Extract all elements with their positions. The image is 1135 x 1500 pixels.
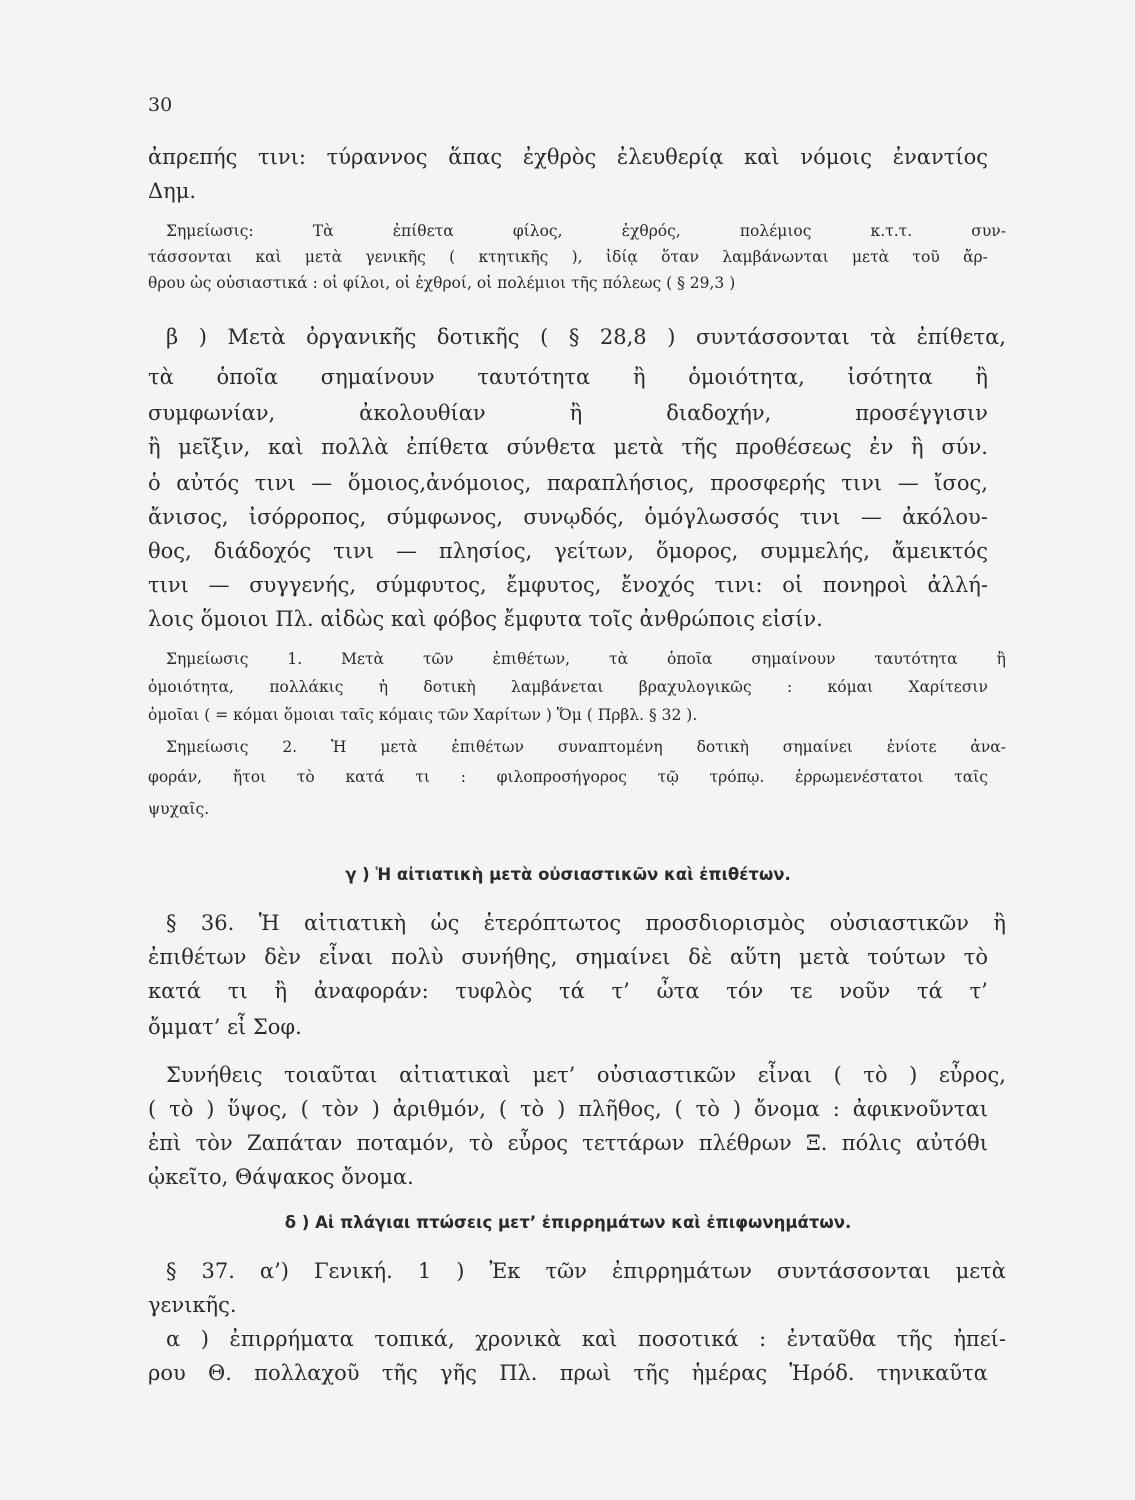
text-line: ἀπρεπής τινι: τύραννος ἅπας ἐχθρὸς ἐλευθερίᾳ καὶ νόμοις ἐναντίος [148,145,988,169]
text-line: τὰ ὁποῖα σημαίνουν ταυτότητα ἢ ὁμοιότητα, ἰσότητα ἢ [148,365,988,389]
text-line: ὁμοῖαι ( = κόμαι ὅμοιαι ταῖς κόμαις τῶν Χαρίτων ) Ὅμ ( Πρβλ. § 32 ). [148,706,698,724]
page-number: 30 [148,94,173,116]
text-line: γ ) Ἡ αἰτιατικὴ μετὰ οὐσιαστικῶν καὶ ἐπιθέτων. [345,865,791,884]
text-line: λοις ὅμοιοι Πλ. αἰδὼς καὶ φόβος ἔμφυτα τοῖς ἀνθρώποις εἰσίν. [148,607,823,631]
text-line: ( τὸ ) ὕψος, ( τὸν ) ἀριθμόν, ( τὸ ) πλῆθος, ( τὸ ) ὄνομα : ἀφικνοῦνται [148,1097,988,1121]
text-line: ᾠκεῖτο, Θάψακος ὄνομα. [148,1165,414,1189]
text-line: ἐπιθέτων δὲν εἶναι πολὺ συνήθης, σημαίνει δὲ αὕτη μετὰ τούτων τὸ [148,945,988,969]
text-line: Συνήθεις τοιαῦται αἰτιατικαὶ μετ’ οὐσιαστικῶν εἶναι ( τὸ ) εὖρος, [166,1063,1006,1087]
text-line: φοράν, ἤτοι τὸ κατά τι : φιλοπροσήγορος τῷ τρόπῳ. ἐρρωμενέστατοι ταῖς [148,768,988,786]
text-line: β ) Μετὰ ὀργανικῆς δοτικῆς ( § 28,8 ) συντάσσονται τὰ ἐπίθετα, [166,325,1006,349]
text-line: § 37. α’) Γενική. 1 ) Ἐκ τῶν ἐπιρρημάτων συντάσσονται μετὰ [166,1259,1006,1283]
text-line: κατά τι ἢ ἀναφοράν: τυφλὸς τά τ’ ὦτα τόν τε νοῦν τά τ’ [148,979,988,1003]
text-line: Σημείωσις 2. Ἡ μετὰ ἐπιθέτων συναπτομένη δοτικὴ σημαίνει ἐνίοτε ἀνα- [166,738,1006,756]
text-line: ὄμματ’ εἶ Σοφ. [148,1015,302,1039]
text-line: Σημείωσις 1. Μετὰ τῶν ἐπιθέτων, τὰ ὁποῖα σημαίνουν ταυτότητα ἢ [166,650,1006,668]
text-line: τάσσονται καὶ μετὰ γενικῆς ( κτητικῆς ), ἰδίᾳ ὅταν λαμβάνωνται μετὰ τοῦ ἄρ- [148,248,988,266]
text-line: ἐπὶ τὸν Ζαπάταν ποταμόν, τὸ εὖρος τεττάρων πλέθρων Ξ. πόλις αὐτόθι [148,1131,988,1155]
text-line: ὁ αὐτός τινι — ὅμοιος,ἀνόμοιος, παραπλήσιος, προσφερής τινι — ἴσος, [148,471,988,495]
text-line: θος, διάδοχός τινι — πλησίος, γείτων, ὅμορος, συμμελής, ἄμεικτός [148,539,988,563]
text-line: δ ) Αἱ πλάγιαι πτώσεις μετ’ ἐπιρρημάτων καὶ ἐπιφωνημάτων. [284,1213,852,1232]
text-line: ἄνισος, ἰσόρροπος, σύμφωνος, συνῳδός, ὁμόγλωσσός τινι — ἀκόλου- [148,505,988,529]
text-line: Δημ. [148,179,197,203]
text-line: θρου ὡς οὐσιαστικά : οἱ φίλοι, οἱ ἐχθροί, οἱ πολέμιοι τῆς πόλεως ( § 29,3 ) [148,274,736,292]
text-line: γενικῆς. [148,1293,237,1317]
text-line: συμφωνίαν, ἀκολουθίαν ἢ διαδοχήν, προσέγγισιν [148,401,988,425]
text-line: ἢ μεῖξιν, καὶ πολλὰ ἐπίθετα σύνθετα μετὰ τῆς προθέσεως ἐν ἢ σύν. [148,435,988,459]
text-line: τινι — συγγενής, σύμφυτος, ἔμφυτος, ἔνοχός τινι: οἱ πονηροὶ ἀλλή- [148,573,988,597]
text-line: § 36. Ἡ αἰτιατικὴ ὡς ἑτερόπτωτος προσδιορισμὸς οὐσιαστικῶν ἢ [166,911,1006,935]
text-line: Σημείωσις: Τὰ ἐπίθετα φίλος, ἐχθρός, πολέμιος κ.τ.τ. συν- [166,222,1006,240]
text-line: α ) ἐπιρρήματα τοπικά, χρονικὰ καὶ ποσοτικά : ἐνταῦθα τῆς ἠπεί- [166,1327,1006,1351]
text-line: ρου Θ. πολλαχοῦ τῆς γῆς Πλ. πρωὶ τῆς ἡμέρας Ἡρόδ. τηνικαῦτα [148,1361,988,1385]
text-line: ψυχαῖς. [148,800,210,818]
text-line: ὁμοιότητα, πολλάκις ἡ δοτικὴ λαμβάνεται βραχυλογικῶς : κόμαι Χαρίτεσιν [148,678,988,696]
